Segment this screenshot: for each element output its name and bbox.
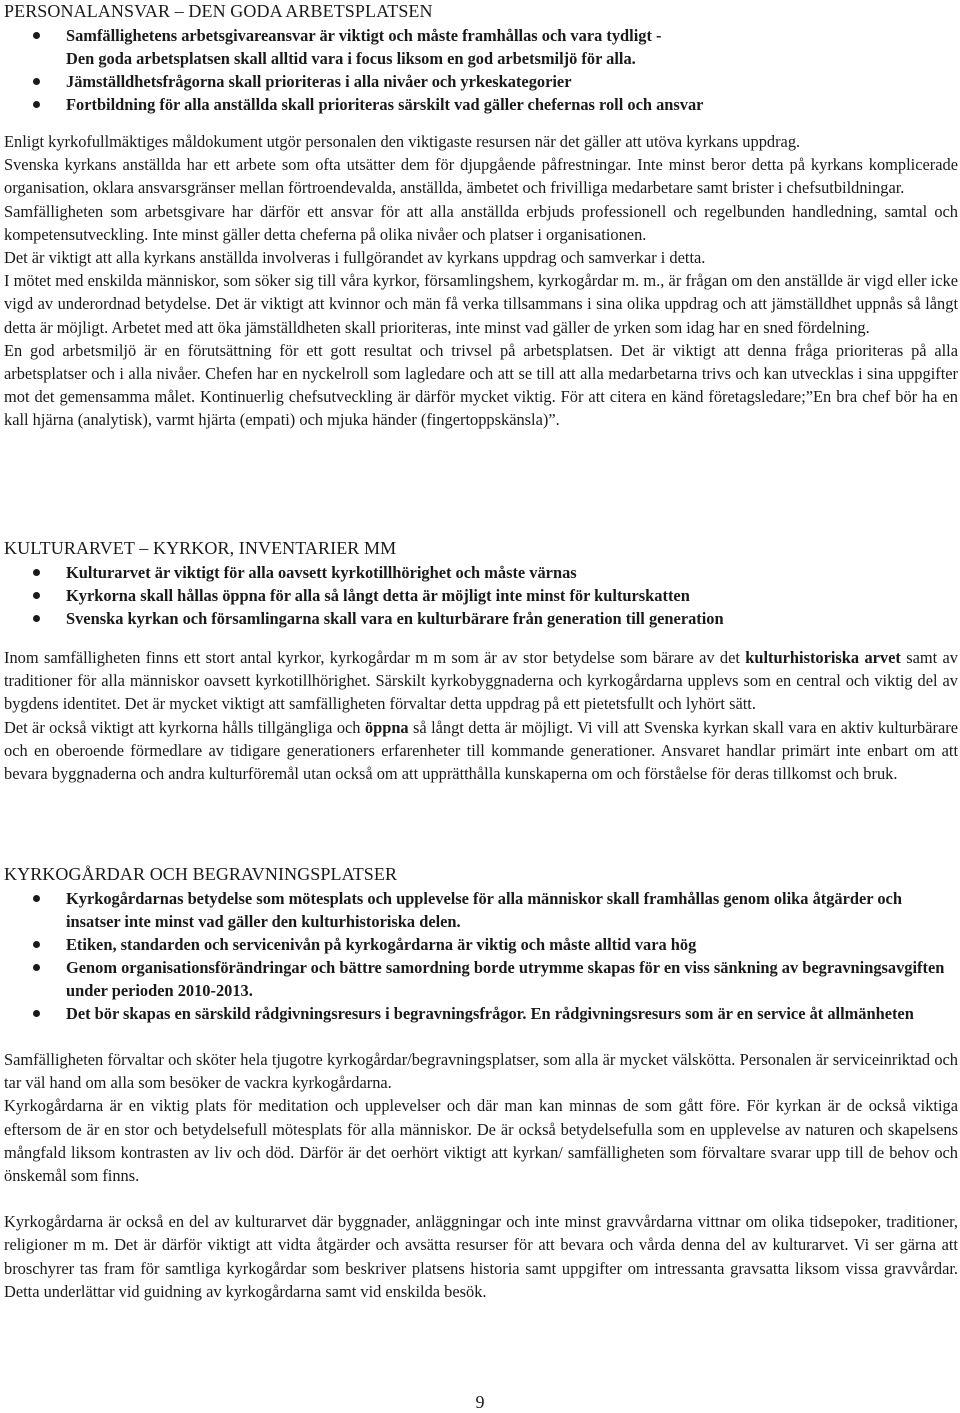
paragraph — [4, 646, 958, 716]
bullet-list — [4, 24, 958, 116]
list-item: Kulturarvet är viktigt för alla oavsett kyrkotillhörighet och måste värnas — [4, 561, 958, 584]
paragraph: Det är viktigt att alla kyrkans anställda involveras i fullgörandet av kyrkans uppdrag och samverkar i detta. — [4, 248, 706, 268]
list-item — [4, 24, 958, 70]
bullet-text: Samfällighetens arbetsgivareansvar är viktigt och måste framhållas och vara tydligt - — [66, 26, 662, 45]
text-run: Inom samfälligheten finns ett stort antal kyrkor, kyrkogårdar m m som är av stor betydelse som bärare av det — [4, 648, 746, 667]
bullet-list — [4, 561, 958, 630]
paragraph: I mötet med enskilda människor, som söker sig till våra kyrkor, församlingshem, kyrkogårdar m. m., är frågan om den anställde är vigd eller icke vigd av underordnad betydelse. Det är viktigt att kvinnor och män få verka tillsammans i sina olika uppdrag och att jämställdhet uppnås så långt detta är möjligt. Arbetet med att öka jämställdheten skall prioriteras, inte minst vad gäller de yrken som idag har en sned fördelning. — [4, 271, 958, 337]
text-run: samt av traditioner för alla människor oavsett kyrkotillhörighet. Särskilt kyrkobyggnaderna och kyrkogårdarna upplevs som en central och viktig del av bygdens identitet. Det är mycket viktigt att samfälligheten förvaltar detta uppdrag på ett pietetsfullt och lyhört sätt. — [4, 648, 958, 714]
emphasis: kulturhistoriska arvet — [745, 648, 901, 667]
text-run: så långt detta är möjligt. Vi vill att Svenska kyrkan skall vara en aktiv kulturbärare och en oberoende förmedlare av tidigare generationers erfarenheter till kommande generationer. Ansvaret handlar primärt inte enbart om att bevara byggnaderna och andra kulturföremål utan också om att upprätthålla kunskaperna om och förståelse för deras tillkomst och bruk. — [4, 717, 958, 784]
paragraph: Samfälligheten som arbetsgivare har därför ett ansvar för att alla anställda erbjuds professionell och regelbunden handledning, samtal och kompetensutveckling. Inte minst gäller detta cheferna på olika nivåer och platser i organisationen. — [4, 201, 958, 244]
list-item: Etiken, standarden och servicenivån på kyrkogårdarna är viktig och måste alltid vara hög — [4, 933, 958, 956]
section-heading: KULTURARVET – KYRKOR, INVENTARIER MM — [4, 538, 397, 558]
emphasis: öppna — [364, 717, 409, 737]
text-run: Det är också viktigt att kyrkorna hålls tillgängliga och — [4, 717, 365, 737]
bullet-text: Den goda arbetsplatsen skall alltid vara i focus liksom en god arbetsmiljö för alla. — [66, 49, 636, 68]
page-number: 9 — [475, 1392, 485, 1412]
list-item: Kyrkogårdarnas betydelse som mötesplats och upplevelse för alla människor skall framhållas genom olika åtgärder och insatser inte minst vad gäller den kulturhistoriska delen. — [4, 887, 958, 933]
paragraph — [4, 716, 958, 786]
list-item: Kyrkorna skall hållas öppna för alla så långt detta är möjligt inte minst för kulturskatten — [4, 584, 958, 607]
section-personalansvar — [4, 0, 958, 432]
section-kulturarvet — [4, 537, 958, 785]
paragraph: Enligt kyrkofullmäktiges måldokument utgör personalen den viktigaste resursen när det gäller att utöva kyrkans uppdrag. — [4, 132, 801, 151]
paragraph: Samfälligheten förvaltar och sköter hela tjugotre kyrkogårdar/begravningsplatser, som alla är mycket välskötta. Personalen är serviceinriktad och tar väl hand om alla som besöker de vackra kyrkogårdarna. — [4, 1050, 958, 1093]
list-item: Jämställdhetsfrågorna skall prioriteras i alla nivåer och yrkeskategorier — [4, 70, 958, 93]
list-item: Det bör skapas en särskild rådgivningsresurs i begravningsfrågor. En rådgivningsresurs som är en service åt allmänheten — [4, 1002, 958, 1025]
bullet-list — [4, 887, 958, 1025]
paragraph: En god arbetsmiljö är en förutsättning för ett gott resultat och trivsel på arbetsplatsen. Det är viktigt att denna fråga prioriteras på alla arbetsplatser och i alla nivåer. Chefen har en nyckelroll som lagledare och att se till att alla medarbetarna trivs och kan utvecklas i sina uppgifter mot det gemensamma målet. Kontinuerlig chefsutveckling är därför mycket viktig. För att citera en känd företagsledare;”En bra chef bör ha en kall hjärna (analytisk), varmt hjärta (empati) och mjuka händer (fingertoppskänsla)”. — [4, 340, 958, 430]
list-item: Fortbildning för alla anställda skall prioriteras särskilt vad gäller chefernas roll och ansvar — [4, 93, 958, 116]
paragraph: Kyrkogårdarna är också en del av kulturarvet där byggnader, anläggningar och inte minst gravvårdarna vittnar om olika tidsepoker, traditioner, religioner m m. Det är därför viktigt att vidta åtgärder och avsätta resurser för att bevara och vårda denna del av kulturarvet. Vi ser gärna att broschyrer tas fram för samtliga kyrkogårdar som beskriver platsens historia samt uppgifter om intressanta gravsatta liksom vissa gravvårdar. Detta underlättar vid guidning av kyrkogårdarna samt vid enskilda besök. — [4, 1212, 958, 1301]
list-item: Genom organisationsförändringar och bättre samordning borde utrymme skapas för en viss sänkning av begravningsavgiften under perioden 2010-2013. — [4, 956, 958, 1002]
section-heading: KYRKOGÅRDAR OCH BEGRAVNINGSPLATSER — [4, 864, 398, 884]
section-heading: PERSONALANSVAR – DEN GODA ARBETSPLATSEN — [4, 1, 433, 21]
section-kyrkogardar — [4, 863, 958, 1303]
paragraph: Kyrkogårdarna är en viktig plats för meditation och upplevelser och där man kan minnas de som gått före. För kyrkan är de också viktiga eftersom de är en stor och betydelsefull mötesplats för alla människor. De är också betydelsefulla som en upplevelse av naturen och skapelsens mångfald liksom kontrasten av liv och död. Därför är det oerhört viktigt att kyrkan/ samfälligheten som förvaltare svarar upp till de behov och önskemål som finns. — [4, 1096, 958, 1186]
list-item: Svenska kyrkan och församlingarna skall vara en kulturbärare från generation till generation — [4, 607, 958, 630]
paragraph: Svenska kyrkans anställda har ett arbete som ofta utsätter dem för djupgående påfrestningar. Inte minst beror detta på kyrkans komplicerade organisation, oklara ansvarsgränser mellan förtroendevalda, anställda, ämbetet och frivilliga medarbetare samt brister i chefsutbildningar. — [4, 155, 958, 198]
